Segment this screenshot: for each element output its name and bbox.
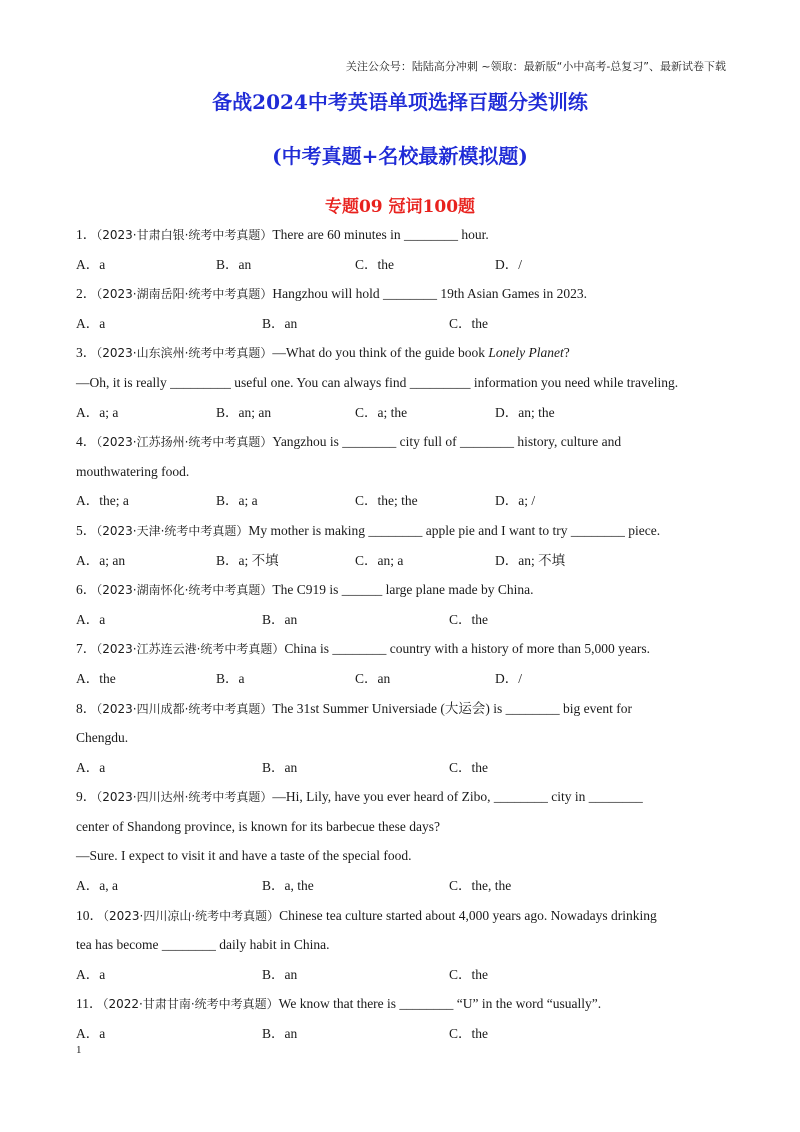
option-key: A． xyxy=(76,878,100,894)
question-item xyxy=(76,994,726,1053)
option-choice xyxy=(449,1024,488,1044)
option-key: A． xyxy=(76,670,100,686)
answer-options xyxy=(76,551,726,581)
option-choice xyxy=(355,551,403,571)
answer-options xyxy=(76,965,726,995)
option-text: an xyxy=(377,670,391,686)
option-text: an xyxy=(284,611,298,627)
question-text: —What do you think of the guide book xyxy=(272,345,489,361)
page-number: 1 xyxy=(76,1044,82,1056)
section-title: 专题09 冠词100题 xyxy=(324,197,476,217)
option-text: / xyxy=(518,670,523,686)
question-text: Chinese tea culture started about 4,000 years ago. Nowadays drinking xyxy=(279,907,657,923)
option-choice xyxy=(355,255,394,275)
question-number: 4． xyxy=(76,434,97,450)
question-item xyxy=(76,639,726,698)
option-choice xyxy=(76,758,105,778)
question-continuation xyxy=(76,373,726,403)
question-stem xyxy=(76,580,726,610)
option-choice xyxy=(262,610,297,630)
question-text: mouthwatering food. xyxy=(76,463,190,479)
option-choice xyxy=(76,403,118,423)
question-continuation xyxy=(76,462,726,492)
option-text: the xyxy=(471,1026,489,1042)
option-text: a; an xyxy=(99,552,126,568)
question-number: 10． xyxy=(76,907,103,923)
answer-options xyxy=(76,255,726,285)
question-stem xyxy=(76,906,726,936)
question-stem xyxy=(76,521,726,551)
question-continuation xyxy=(76,846,726,876)
question-text: —Oh, it is really _________ useful one. You can always find _________ information you need while traveling. xyxy=(76,374,679,390)
question-continuation xyxy=(76,817,726,847)
answer-options xyxy=(76,314,726,344)
question-item xyxy=(76,225,726,284)
option-choice xyxy=(76,491,129,511)
question-text: China is ________ country with a history of more than 5,000 years. xyxy=(284,641,650,657)
option-text: an xyxy=(238,256,252,272)
option-text: a, a xyxy=(99,878,118,894)
option-text: an; the xyxy=(518,404,555,420)
option-key: D． xyxy=(495,493,519,509)
option-key: A． xyxy=(76,493,100,509)
question-stem xyxy=(76,639,726,669)
question-source: （2023·天津·统考中考真题） xyxy=(96,523,249,538)
option-key: A． xyxy=(76,611,100,627)
option-key: B． xyxy=(262,315,285,331)
option-key: B． xyxy=(216,256,239,272)
option-key: B． xyxy=(262,878,285,894)
question-text: Hangzhou will hold ________ 19th Asian Games in 2023. xyxy=(272,286,588,302)
option-choice xyxy=(355,403,407,423)
option-key: C． xyxy=(449,1026,472,1042)
option-choice xyxy=(216,255,251,275)
option-key: D． xyxy=(495,552,519,568)
answer-options xyxy=(76,610,726,640)
option-key: C． xyxy=(449,966,472,982)
option-text: a; 不填 xyxy=(238,552,279,568)
option-choice xyxy=(76,669,116,689)
question-text: —Hi, Lily, have you ever heard of Zibo, ________ city in ________ xyxy=(272,789,643,805)
question-number: 3． xyxy=(76,345,97,361)
book-title: Lonely Planet xyxy=(488,345,564,361)
option-text: an; an xyxy=(238,404,272,420)
option-text: the; a xyxy=(99,493,129,509)
option-text: an; a xyxy=(377,552,404,568)
option-text: an xyxy=(284,966,298,982)
option-text: an xyxy=(284,759,298,775)
option-key: C． xyxy=(449,878,472,894)
option-choice xyxy=(495,403,555,423)
option-key: B． xyxy=(262,759,285,775)
question-source: （2023·四川成都·统考中考真题） xyxy=(96,701,273,716)
option-text: the xyxy=(471,759,489,775)
option-text: a; / xyxy=(518,493,536,509)
option-choice xyxy=(216,403,271,423)
option-text: the xyxy=(471,966,489,982)
option-key: A． xyxy=(76,966,100,982)
answer-options xyxy=(76,1024,726,1054)
question-source: （2023·四川凉山·统考中考真题） xyxy=(103,908,280,923)
option-text: a xyxy=(99,759,106,775)
option-choice xyxy=(76,314,105,334)
option-key: C． xyxy=(449,611,472,627)
question-source: （2023·山东滨州·统考中考真题） xyxy=(96,346,273,361)
option-choice xyxy=(495,491,535,511)
question-source: （2022·甘肃甘南·统考中考真题） xyxy=(102,997,279,1012)
question-source: （2023·湖南岳阳·统考中考真题） xyxy=(96,287,273,302)
question-source: （2023·江苏连云港·统考中考真题） xyxy=(96,642,285,657)
question-number: 8． xyxy=(76,700,97,716)
option-key: A． xyxy=(76,552,100,568)
option-choice xyxy=(449,610,488,630)
option-key: B． xyxy=(216,552,239,568)
option-key: A． xyxy=(76,1026,100,1042)
question-number: 6． xyxy=(76,582,97,598)
option-choice xyxy=(76,610,105,630)
question-continuation xyxy=(76,935,726,965)
option-choice xyxy=(495,255,522,275)
question-item xyxy=(76,906,726,995)
option-choice xyxy=(262,758,297,778)
option-key: D． xyxy=(495,404,519,420)
question-text-end: ? xyxy=(563,345,570,361)
option-key: D． xyxy=(495,256,519,272)
option-key: C． xyxy=(355,256,378,272)
option-text: the xyxy=(377,256,395,272)
option-choice xyxy=(355,491,418,511)
question-item xyxy=(76,699,726,788)
option-choice xyxy=(216,669,245,689)
option-key: B． xyxy=(216,670,239,686)
option-key: D． xyxy=(495,670,519,686)
option-choice xyxy=(216,551,279,571)
option-text: the; the xyxy=(377,493,418,509)
option-choice xyxy=(76,255,105,275)
option-text: a xyxy=(238,670,245,686)
page-subtitle: (中考真题+名校最新模拟题) xyxy=(272,144,528,168)
option-text: a xyxy=(99,315,106,331)
question-text: The 31st Summer Universiade (大运会) is ________ big event for xyxy=(272,700,632,716)
header-note: 关注公众号：陆陆高分冲刺 ~领取：最新版“小中高考-总复习”、最新试卷下载 xyxy=(345,60,726,73)
option-choice xyxy=(355,669,390,689)
question-text: Chengdu. xyxy=(76,730,129,746)
question-text: Yangzhou is ________ city full of ________ history, culture and xyxy=(272,434,622,450)
question-number: 1． xyxy=(76,227,97,242)
question-text: —Sure. I expect to visit it and have a taste of the special food. xyxy=(76,848,412,864)
question-number: 7． xyxy=(76,641,97,657)
question-source: （2023·四川达州·统考中考真题） xyxy=(96,790,273,805)
option-text: a xyxy=(99,256,106,272)
question-stem xyxy=(76,787,726,817)
option-text: the xyxy=(471,611,489,627)
option-text: a xyxy=(99,611,106,627)
question-stem xyxy=(76,994,726,1024)
page-title: 备战2024中考英语单项选择百题分类训练 xyxy=(212,90,588,114)
question-text: We know that there is ________ “U” in the word “usually”. xyxy=(278,996,602,1012)
option-choice xyxy=(449,965,488,985)
option-choice xyxy=(449,876,511,896)
question-source: （2023·江苏扬州·统考中考真题） xyxy=(96,435,273,450)
answer-options xyxy=(76,758,726,788)
option-choice xyxy=(216,491,258,511)
option-key: C． xyxy=(355,404,378,420)
option-choice xyxy=(76,551,125,571)
option-key: B． xyxy=(262,1026,285,1042)
option-text: a; the xyxy=(377,404,408,420)
question-item xyxy=(76,432,726,521)
answer-options xyxy=(76,669,726,699)
option-text: an xyxy=(284,315,298,331)
option-choice xyxy=(449,314,488,334)
option-key: C． xyxy=(355,670,378,686)
option-text: the xyxy=(471,315,489,331)
option-key: A． xyxy=(76,404,100,420)
answer-options xyxy=(76,403,726,433)
option-choice xyxy=(262,314,297,334)
question-text: tea has become ________ daily habit in China. xyxy=(76,937,330,953)
question-item xyxy=(76,787,726,905)
question-stem xyxy=(76,432,726,462)
option-text: a xyxy=(99,966,106,982)
answer-options xyxy=(76,876,726,906)
question-continuation xyxy=(76,728,726,758)
question-source: （2023·湖南怀化·统考中考真题） xyxy=(96,583,273,598)
question-text: My mother is making ________ apple pie and I want to try ________ piece. xyxy=(248,522,661,538)
question-number: 5． xyxy=(76,522,97,538)
question-text: There are 60 minutes in ________ hour. xyxy=(272,227,489,242)
option-text: an; 不填 xyxy=(518,552,566,568)
option-key: C． xyxy=(449,759,472,775)
option-key: B． xyxy=(262,966,285,982)
question-item xyxy=(76,580,726,639)
question-number: 11． xyxy=(76,996,103,1012)
option-key: C． xyxy=(449,315,472,331)
question-stem xyxy=(76,699,726,729)
option-choice xyxy=(76,965,105,985)
option-text: a xyxy=(99,1026,106,1042)
option-choice xyxy=(76,876,118,896)
option-text: a, the xyxy=(284,878,314,894)
question-source: （2023·甘肃白银·统考中考真题） xyxy=(96,228,273,242)
question-text: center of Shandong province, is known for its barbecue these days? xyxy=(76,818,441,834)
option-choice xyxy=(495,551,565,571)
option-key: A． xyxy=(76,759,100,775)
option-text: the xyxy=(99,670,116,686)
option-key: C． xyxy=(355,552,378,568)
option-key: B． xyxy=(262,611,285,627)
option-choice xyxy=(76,1024,105,1044)
option-text: / xyxy=(518,256,523,272)
question-stem xyxy=(76,343,726,373)
option-choice xyxy=(262,965,297,985)
question-stem xyxy=(76,225,726,255)
question-stem xyxy=(76,284,726,314)
question-item xyxy=(76,521,726,580)
question-number: 9． xyxy=(76,789,97,805)
option-choice xyxy=(262,876,314,896)
option-text: the, the xyxy=(471,878,512,894)
option-choice xyxy=(495,669,522,689)
question-number: 2． xyxy=(76,286,97,302)
question-list xyxy=(76,225,726,1054)
option-key: B． xyxy=(216,404,239,420)
option-key: A． xyxy=(76,256,100,272)
option-choice xyxy=(262,1024,297,1044)
option-choice xyxy=(449,758,488,778)
option-text: a; a xyxy=(238,493,258,509)
option-text: a; a xyxy=(99,404,119,420)
question-item xyxy=(76,284,726,343)
option-key: B． xyxy=(216,493,239,509)
question-text: The C919 is ______ large plane made by China. xyxy=(272,582,534,598)
option-text: an xyxy=(284,1026,298,1042)
option-key: A． xyxy=(76,315,100,331)
question-item xyxy=(76,343,726,432)
option-key: C． xyxy=(355,493,378,509)
answer-options xyxy=(76,491,726,521)
